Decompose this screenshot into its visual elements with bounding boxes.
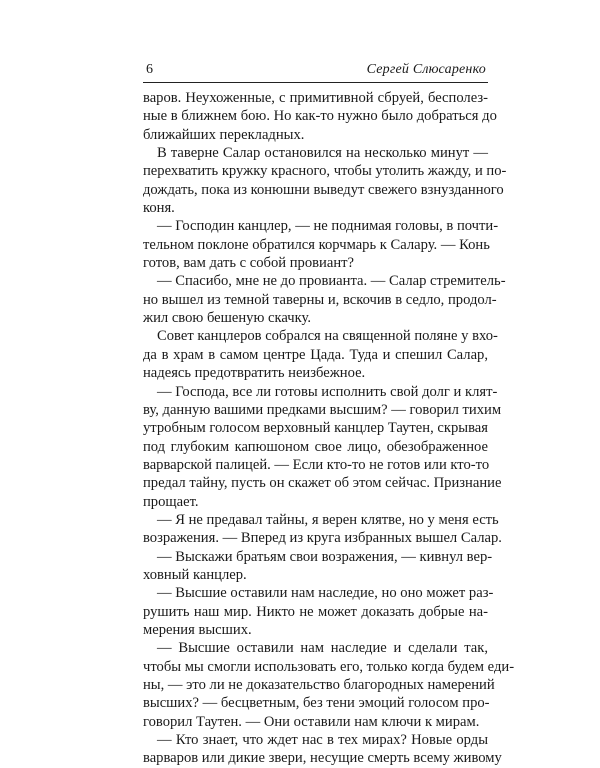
book-page <box>143 60 515 768</box>
text-line: ближайших перекладных. <box>143 126 305 143</box>
text-line: чтобы мы смогли использовать его, только когда будем еди- <box>143 658 515 675</box>
text-line: — Высшие оставили нам наследие, но оно может раз- <box>157 585 494 602</box>
text-line: — Господа, все ли готовы исполнить свой долг и клят- <box>157 383 498 400</box>
text-line: — Высшие оставили нам наследие и сделали так, <box>157 640 488 657</box>
text-line: но вышел из темной таверны и, вскочив в седло, продол- <box>143 291 497 308</box>
text-line: — Кто знает, что ждет нас в тех мирах? Новые орды <box>157 732 488 749</box>
text-line: высших? — бесцветным, без тени эмоций голосом про- <box>143 695 490 712</box>
text-line: надеясь предотвратить неизбежное. <box>143 365 366 382</box>
page-number: 6 <box>146 62 153 77</box>
text-line: да в храм в самом центре Цада. Туда и спешил Салар, <box>143 346 488 363</box>
text-line: мерения высших. <box>143 621 252 638</box>
author-name: Сергей Слюсаренко <box>366 62 486 77</box>
text-line: варварской палицей. — Если кто-то не готов или кто-то <box>143 456 490 473</box>
text-line: предал тайну, пусть он скажет об этом сейчас. Признание <box>143 475 502 492</box>
running-header <box>143 60 488 83</box>
body-text <box>143 89 515 768</box>
text-line: жил свою бешеную скачку. <box>143 310 311 327</box>
text-line: перехватить кружку красного, чтобы утолить жажду, и по- <box>143 163 507 180</box>
text-line: — Выскажи братьям свои возражения, — кивнул вер- <box>157 548 493 565</box>
text-line: под глубоким капюшоном свое лицо, обезображенное <box>143 438 488 455</box>
text-line: — Я не предавал тайны, я верен клятве, но у меня есть <box>157 511 499 528</box>
text-line: возражения. — Вперед из круга избранных вышел Салар. <box>143 530 502 547</box>
text-line: прощает. <box>143 493 199 510</box>
text-line: Совет канцлеров собрался на священной поляне у вхо- <box>157 328 498 345</box>
text-line: коня. <box>143 200 175 217</box>
text-line: — Господин канцлер, — не поднимая головы, в почти- <box>157 218 499 235</box>
text-line: В таверне Салар остановился на несколько минут — <box>157 145 488 162</box>
text-line: говорил Таутен. — Они оставили нам ключи к мирам. <box>143 713 480 730</box>
text-line: дождать, пока из конюшни выведут свежего взнузданного <box>143 181 504 198</box>
text-line: ные в ближнем бою. Но как-то нужно было добраться до <box>143 108 497 125</box>
text-line: тельном поклоне обратился корчмарь к Салару. — Конь <box>143 236 490 253</box>
text-line: — Спасибо, мне не до провианта. — Салар стремитель- <box>157 273 506 290</box>
text-line: готов, вам дать с собой провиант? <box>143 255 354 272</box>
text-line: ны, — это ли не доказательство благородных намерений <box>143 677 495 693</box>
text-line: варваров или дикие звери, несущие смерть всему живому <box>143 750 502 767</box>
text-line: варов. Неухоженные, с примитивной сбруей, бесполез- <box>143 90 488 106</box>
text-line: утробным голосом верховный канцлер Таутен, скрывая <box>143 420 488 437</box>
text-line: ховный канцлер. <box>143 566 247 583</box>
text-line: ву, данную вашими предками высшим? — говорил тихим <box>143 401 502 418</box>
text-line: рушить наш мир. Никто не может доказать добрые на- <box>143 603 488 620</box>
